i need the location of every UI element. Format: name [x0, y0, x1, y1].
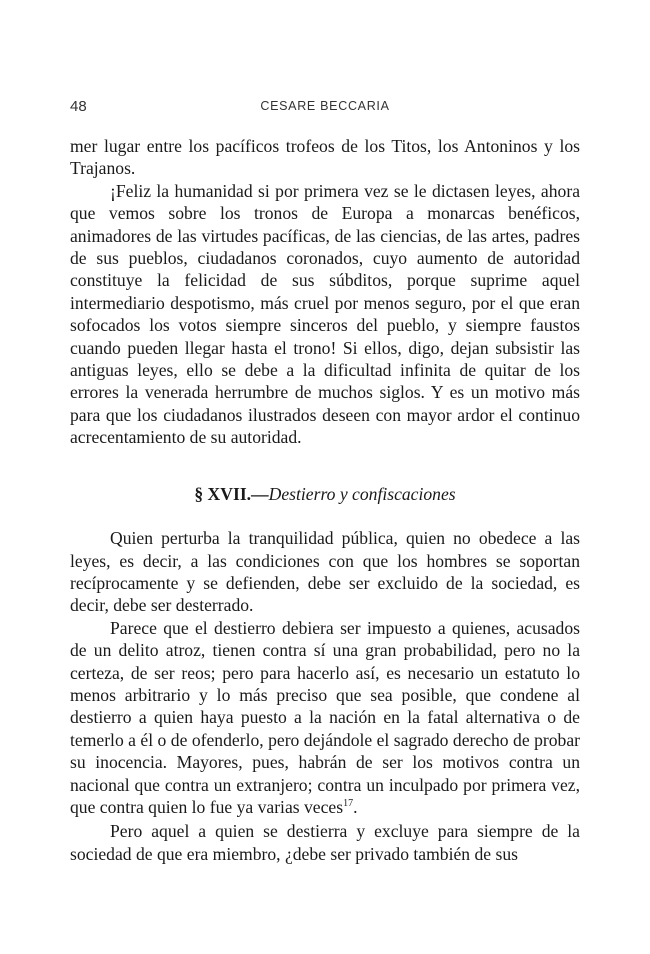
page-number: 48 — [70, 98, 87, 115]
page-body — [70, 135, 580, 865]
paragraph-end: . — [353, 796, 358, 817]
page-header — [70, 98, 580, 120]
section-heading — [70, 483, 580, 505]
footnote-reference[interactable]: 17 — [343, 797, 354, 809]
paragraph: Pero aquel a quien se destierra y excluye para siempre de la sociedad de que era miembro, ¿debe ser privado también de sus — [70, 821, 580, 864]
section-title: Destierro y confiscaciones — [268, 483, 456, 504]
running-title: CESARE BECCARIA — [260, 99, 390, 113]
section-number: § XVII.— — [194, 483, 269, 504]
paragraph: ¡Feliz la humanidad si por primera vez se le dictasen leyes, ahora que vemos sobre los tronos de Europa a monarcas benéficos, animadores de las virtudes pacíficas, de las ciencias, de las artes, padres de sus pueblos, ciudadanos coronados, cuyo aumento de autoridad constituye la felicidad de sus súbditos, porque suprime aquel intermediario despotismo, más cruel por menos seguro, por el que eran sofocados los votos siempre sinceros del pueblo, y siempre faustos cuando pueden llegar hasta el trono! Si ellos, digo, dejan subsistir las antiguas leyes, ello se debe a la dificultad infinita de quitar de los errores la venerada herrumbre de muchos siglos. Y es un motivo más para que los ciudadanos ilustrados deseen con mayor ardor el continuo acrecentamiento de su autoridad. — [70, 180, 580, 448]
paragraph — [70, 617, 580, 819]
paragraph: Quien perturba la tranquilidad pública, quien no obedece a las leyes, es decir, a las condiciones con que los hombres se soportan recíprocamente y se defienden, debe ser excluido de la sociedad, es decir, debe ser desterrado. — [70, 528, 580, 616]
paragraph-continuation: mer lugar entre los pacíficos trofeos de los Titos, los Antoninos y los Trajanos. — [70, 136, 580, 179]
paragraph-text: Parece que el destierro debiera ser impuesto a quienes, acusados de un delito atroz, tienen contra sí una gran probabilidad, pero no la certeza, de ser reos; pero para hacerlo así, es necesario un estatuto lo menos arbitrario y lo más preciso que sea posible, que condene al destierro a quien haya puesto a la nación en la fatal alternativa o de temerlo a él o de ofenderlo, pero dejándole el sagrado derecho de probar su inocencia. Mayores, pues, habrán de ser los motivos contra un nacional que contra un extranjero; contra un inculpado por primera vez, que contra quien lo fue ya varias veces — [70, 617, 580, 817]
